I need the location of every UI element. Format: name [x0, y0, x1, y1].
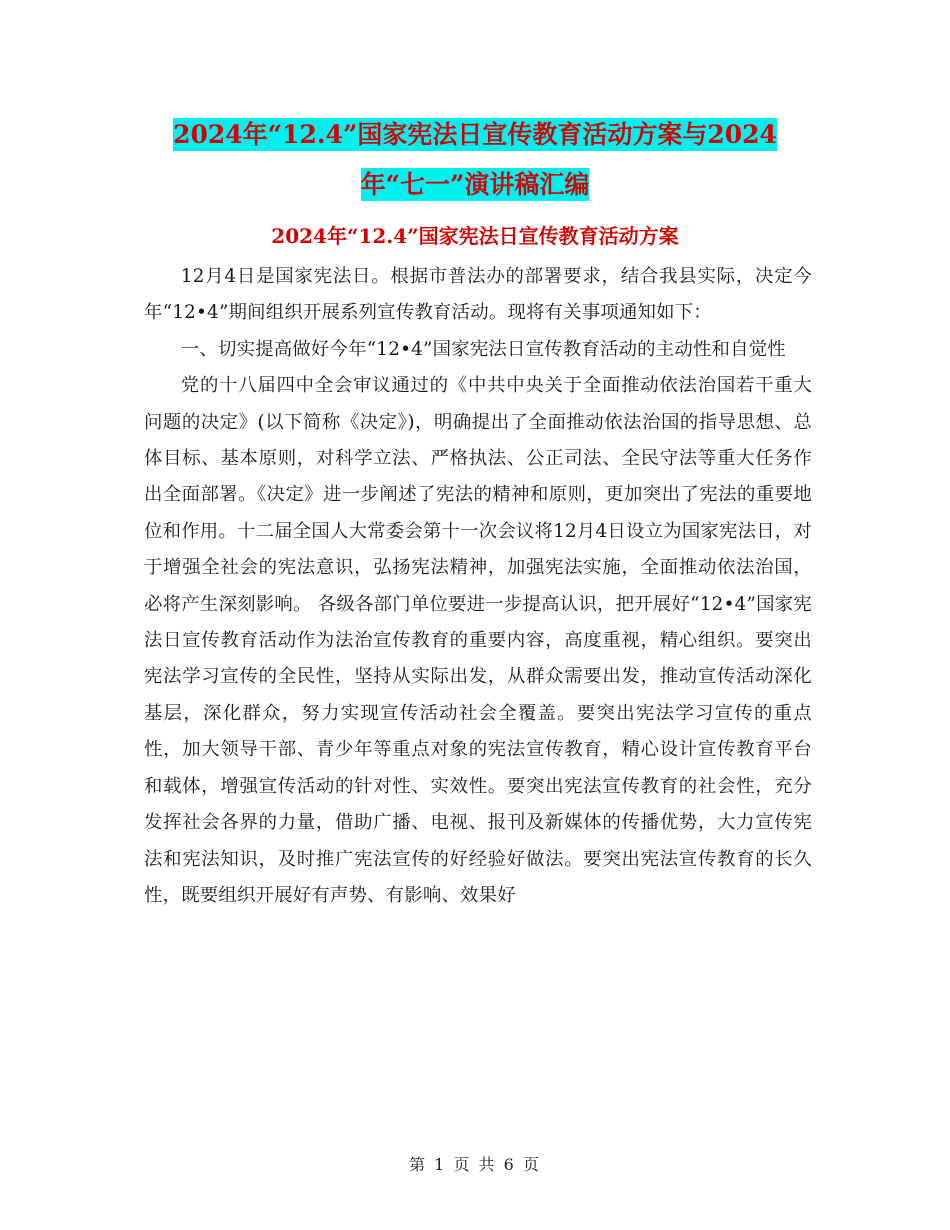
- paragraph-heading-1: 一、切实提高做好今年“12•4”国家宪法日宣传教育活动的主动性和自觉性: [180, 338, 786, 360]
- document-body: [144, 259, 812, 914]
- section-title: 2024年“12.4”国家宪法日宣传教育活动方案: [271, 224, 679, 248]
- page-number-footer: 第 1 页 共 6 页: [409, 1155, 541, 1174]
- paragraph-body-1: 党的十八届四中全会审议通过的《中共中央关于全面推动依法治国若干重大问题的决定》(以下简称《决定》)，明确提出了全面推动依法治国的指导思想、总体目标、基本原则，对科学立法、严格执法、公正司法、全民守法等重大任务作出全面部署。《决定》进一步阐述了宪法的精神和原则，更加突出了宪法的重要地位和作用。十二届全国人大常委会第十一次会议将12月4日设立为国家宪法日，对于增强全社会的宪法意识，弘扬宪法精神，加强宪法实施，全面推动依法治国，必将产生深刻影响。 各级各部门单位要进一步提高认识，把开展好“12•4”国家宪法日宣传教育活动作为法治宣传教育的重要内容，高度重视，精心组织。要突出宪法学习宣传的全民性，坚持从实际出发，从群众需要出发，推动宣传活动深化基层，深化群众，努力实现宣传活动社会全覆盖。要突出宪法学习宣传的重点性，加大领导干部、青少年等重点对象的宪法宣传教育，精心设计宣传教育平台和载体，增强宣传活动的针对性、实效性。要突出宪法宣传教育的社会性，充分发挥社会各界的力量，借助广播、电视、报刊及新媒体的传播优势，大力宣传宪法和宪法知识，及时推广宪法宣传的好经验好做法。要突出宪法宣传教育的长久性，既要组织开展好有声势、有影响、效果好: [144, 375, 812, 906]
- main-title-line-2: 年“七一”演讲稿汇编: [360, 170, 590, 199]
- document-main-title: [140, 110, 810, 210]
- paragraph-intro: 12月4日是国家宪法日。根据市普法办的部署要求，结合我县实际，决定今年“12•4”期间组织开展系列宣传教育活动。现将有关事项通知如下：: [144, 266, 812, 324]
- main-title-line-1: 2024年“12.4”国家宪法日宣传教育活动方案与2024: [173, 120, 777, 149]
